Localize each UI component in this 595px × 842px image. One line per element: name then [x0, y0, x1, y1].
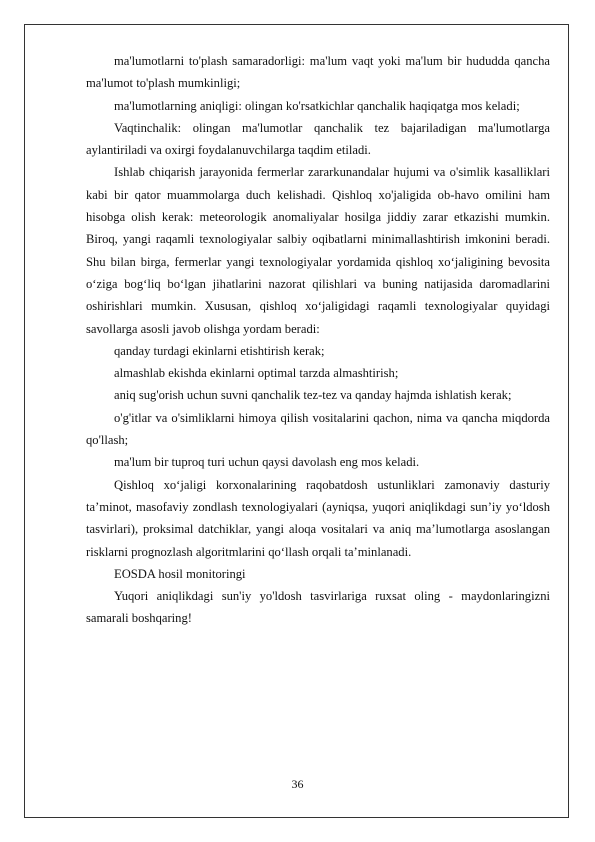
list-item-fertilizers: o'g'itlar va o'simliklarni himoya qilish vositalarini qachon, nima va qancha miqdorda qo'llash;	[86, 410, 550, 448]
paragraph-satellite-imagery: Yuqori aniqlikdagi sun'iy yo'ldosh tasvirlariga ruxsat oling - maydonlaringizni samarali boshqaring!	[86, 589, 550, 626]
list-item-soil-treatment: ma'lum bir tuproq turi uchun qaysi davolash eng mos keladi.	[114, 455, 420, 470]
paragraph-eosda-heading: EOSDA hosil monitoringi	[114, 566, 246, 581]
paragraph-competitive-advantages: Qishloq xo‘jaligi korxonalarining raqobatdosh ustunliklari zamonaviy dasturiy ta’minot, masofaviy zondlash texnologiyalari (ayniqsa, yuqori aniqlikdagi sun’iy yo‘ldosh tasvirlari), proksimal datchiklar, yangi aloqa vositalari va aniq ma’lumotlarga asoslangan risklarni prognozlash algoritmlarini qo‘llash orqali ta’minlanadi.	[86, 477, 550, 559]
paragraph-data-accuracy: ma'lumotlarning aniqligi: olingan ko'rsatkichlar qanchalik haqiqatga mos keladi;	[114, 98, 520, 113]
paragraph-farming-challenges: Ishlab chiqarish jarayonida fermerlar zararkunandalar hujumi va o'simlik kasalliklari kabi bir qator muammolarga duch kelishadi. Qishloq xo'jaligida ob-havo omilini ham hisobga olish kerak: meteorologik anomaliyalar hosilga jiddiy zarar etkazishi mumkin. Biroq, yangi raqamli texnologiyalar salbiy oqibatlarni minimallashtirish imkonini beradi. Shu bilan birga, fermerlar yangi texnologiyalar yordamida qishloq xo‘jaligining bevosita o‘ziga bog‘liq bo‘lgan jihatlarini nazorat qilishlari va buning natijasida daromadlarini oshirishlari mumkin. Xususan, qishloq xo‘jaligidagi raqamli texnologiyalar quyidagi savollarga asosli javob olishga yordam beradi:	[86, 165, 550, 336]
paragraph-data-efficiency: ma'lumotlarni to'plash samaradorligi: ma'lum vaqt yoki ma'lum bir hududda qancha ma'lumot to'plash mumkinligi;	[86, 54, 550, 91]
paragraph-timeliness: Vaqtinchalik: olingan ma'lumotlar qanchalik tez bajariladigan ma'lumotlarga aylantiriladi va oxirgi foydalanuvchilarga taqdim etiladi.	[86, 120, 550, 158]
list-item-irrigation: aniq sug'orish uchun suvni qanchalik tez-tez va qanday hajmda ishlatish kerak;	[114, 388, 512, 403]
page-number: 36	[291, 777, 304, 791]
document-body	[86, 50, 550, 630]
list-item-crop-types: qanday turdagi ekinlarni etishtirish kerak;	[114, 343, 325, 358]
list-item-crop-rotation: almashlab ekishda ekinlarni optimal tarzda almashtirish;	[114, 366, 399, 381]
